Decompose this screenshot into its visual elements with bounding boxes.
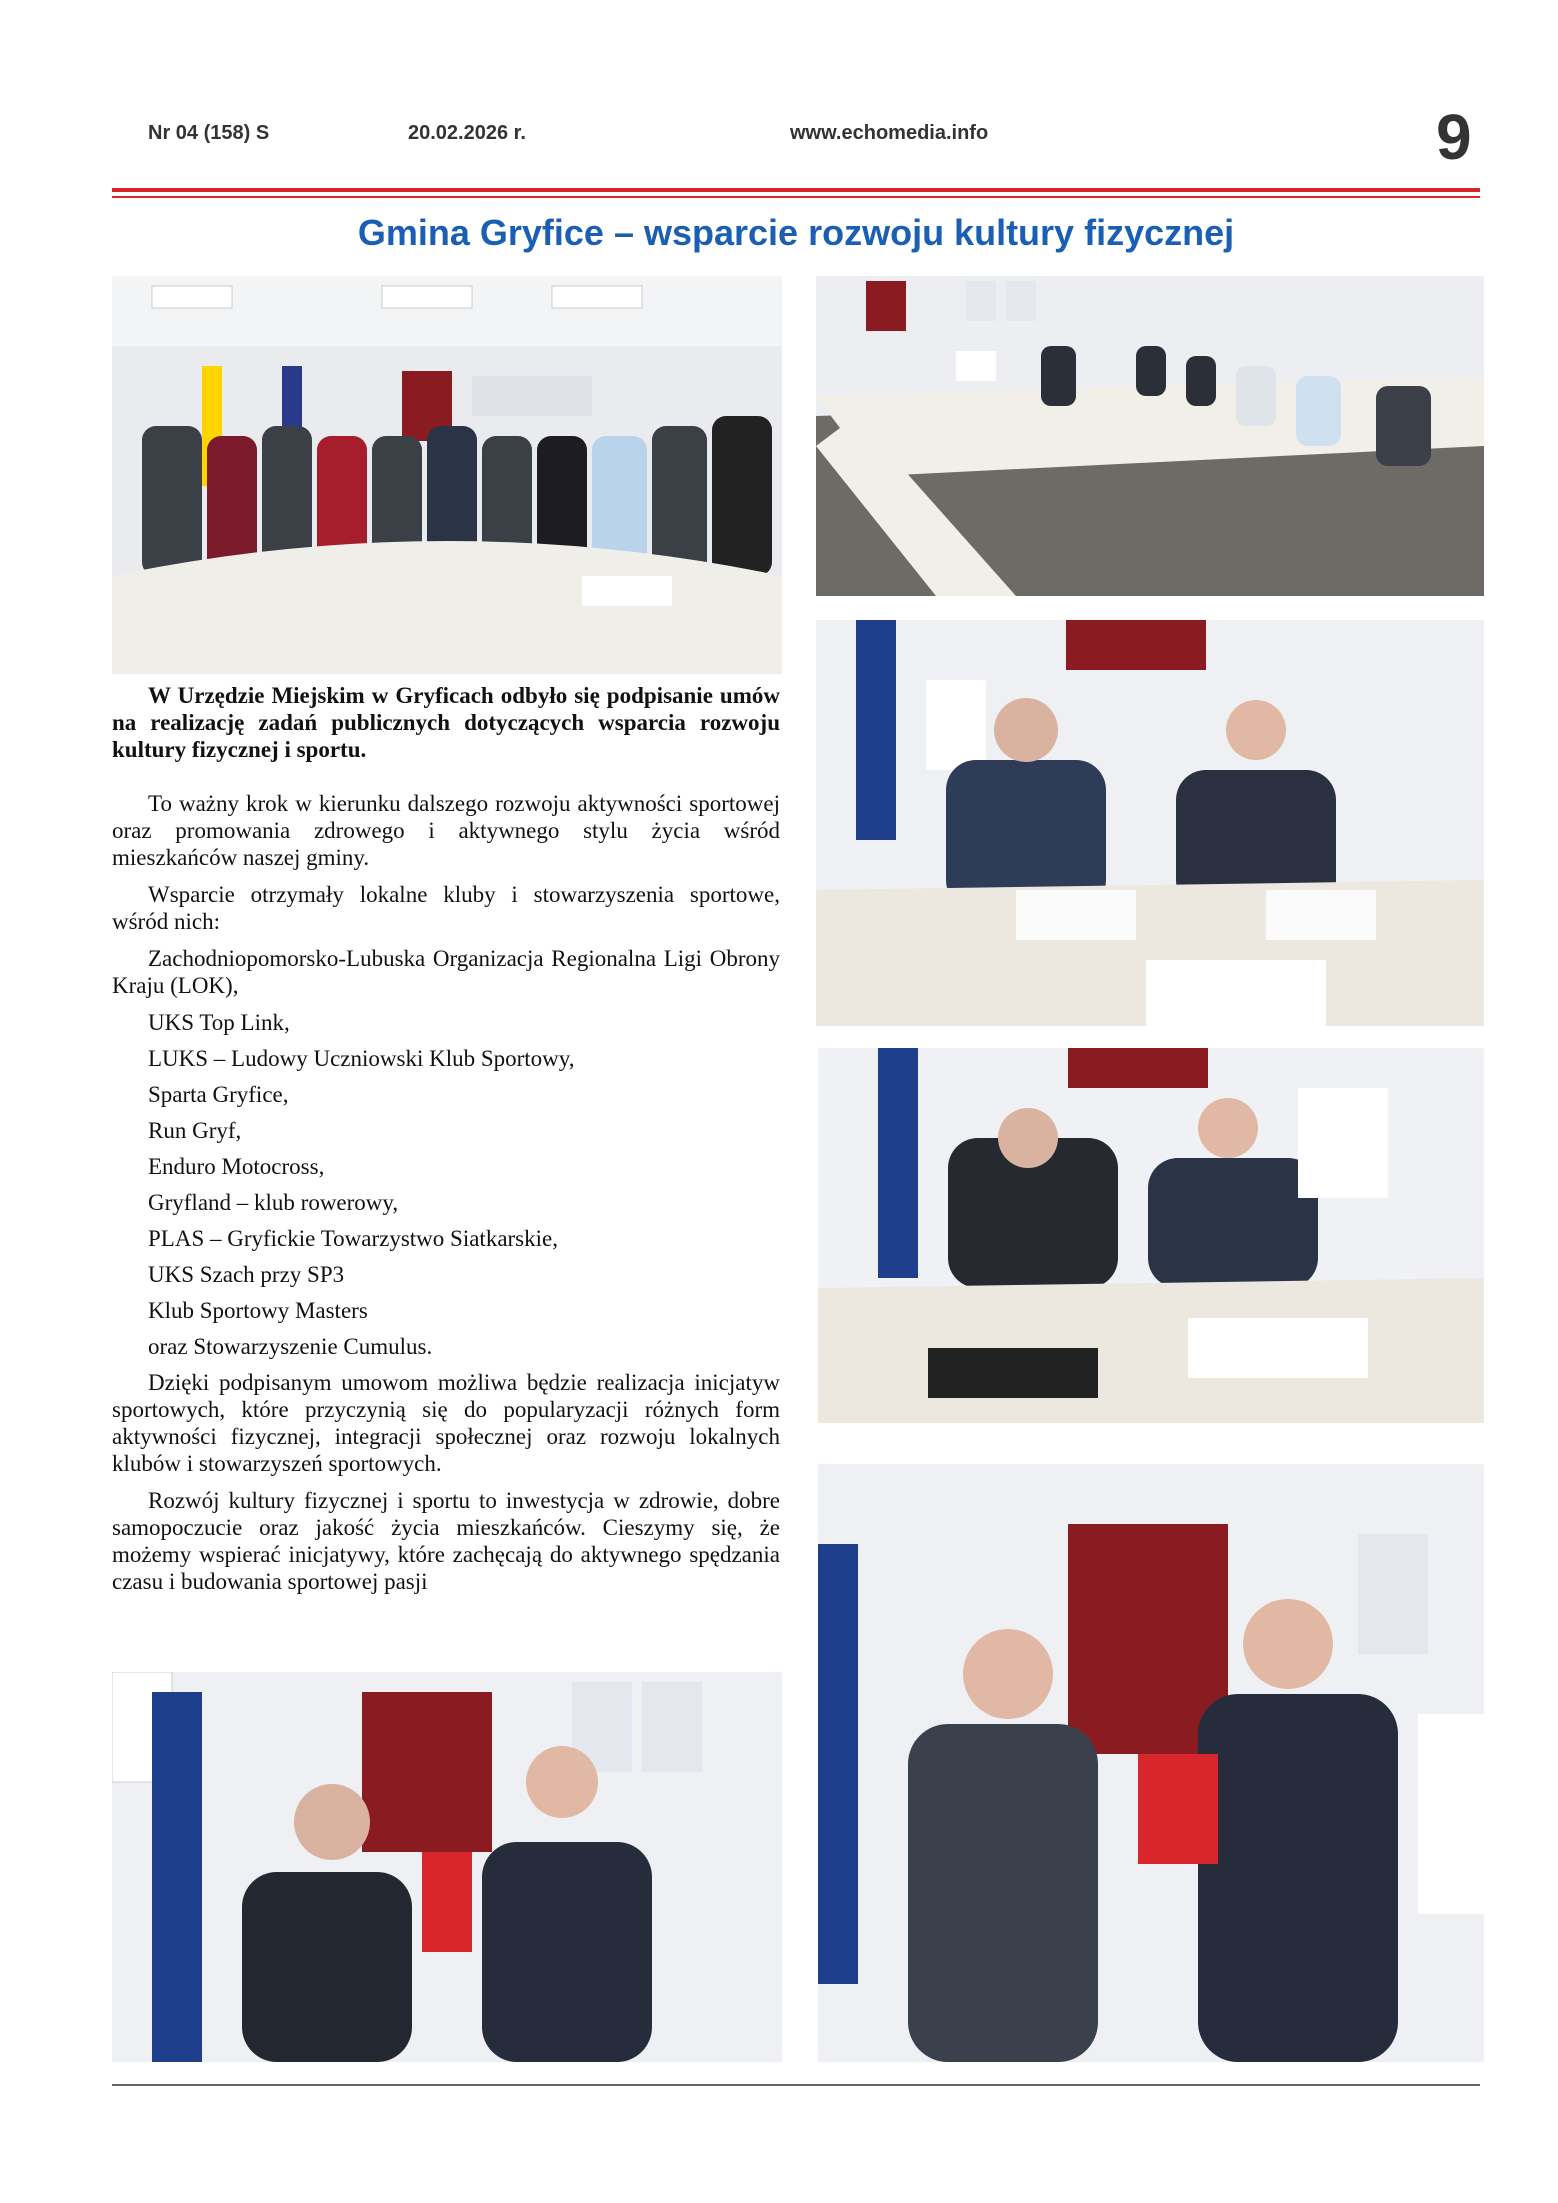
- club-list-item: Zachodniopomorsko-Lubuska Organizacja Regionalna Ligi Obrony Kraju (LOK),: [112, 946, 780, 998]
- club-list-item: LUKS – Ludowy Uczniowski Klub Sportowy,: [148, 1046, 575, 1071]
- paragraph-4: Rozwój kultury fizycznej i sportu to inwestycja w zdrowie, dobre samopoczucie oraz jakość życia mieszkańców. Cieszymy się, że możemy wspierać inicjatywy, które zachęcają do aktywnego spędzania czasu i budowania sportowej pasji: [112, 1488, 780, 1594]
- club-list-item: oraz Stowarzyszenie Cumulus.: [148, 1334, 433, 1359]
- club-list-item: PLAS – Gryfickie Towarzystwo Siatkarskie,: [148, 1226, 558, 1251]
- issue-date: 20.02.2026 r.: [408, 122, 526, 144]
- club-list-item: Klub Sportowy Masters: [148, 1298, 368, 1323]
- signing-photo-1: [816, 620, 1484, 1026]
- issue-number: Nr 04 (158) S: [148, 122, 270, 144]
- signing-photo-2: [818, 1048, 1484, 1423]
- handshake-photo-2: [818, 1464, 1484, 2062]
- article-body: [112, 790, 780, 1605]
- club-list-item: Enduro Motocross,: [148, 1154, 325, 1179]
- club-list-item: Run Gryf,: [148, 1118, 242, 1143]
- paragraph-3: Dzięki podpisanym umowom możliwa będzie realizacja inicjatyw sportowych, które przyczynią się do popularyzacji różnych form aktywności fizycznej, integracji społecznej oraz rozwoju lokalnych klubów i stowarzyszeń sportowych.: [112, 1370, 780, 1476]
- header-rule: [112, 188, 1480, 192]
- club-list-item: UKS Top Link,: [148, 1010, 290, 1035]
- lead-paragraph: W Urzędzie Miejskim w Gryficach odbyło się podpisanie umów na realizację zadań publicznych dotyczących wsparcia rozwoju kultury fizycznej i sportu.: [112, 683, 780, 762]
- page-number: 9: [1436, 101, 1472, 173]
- article-lead: [112, 682, 780, 773]
- handshake-photo-1: [112, 1672, 782, 2062]
- group-photo: [112, 276, 782, 674]
- footer-rule: [112, 2084, 1480, 2086]
- club-list-item: Gryfland – klub rowerowy,: [148, 1190, 399, 1215]
- conference-table-photo: [816, 276, 1484, 596]
- club-list-item: Sparta Gryfice,: [148, 1082, 289, 1107]
- website-link[interactable]: www.echomedia.info: [790, 122, 989, 144]
- paragraph-2: Wsparcie otrzymały lokalne kluby i stowarzyszenia sportowe, wśród nich:: [112, 882, 780, 934]
- header-rule-thin: [112, 196, 1480, 198]
- club-list-item: UKS Szach przy SP3: [148, 1262, 345, 1287]
- paragraph-1: To ważny krok w kierunku dalszego rozwoju aktywności sportowej oraz promowania zdrowego i aktywnego stylu życia wśród mieszkańców naszej gminy.: [112, 791, 780, 870]
- article-title: Gmina Gryfice – wsparcie rozwoju kultury fizycznej: [357, 212, 1235, 253]
